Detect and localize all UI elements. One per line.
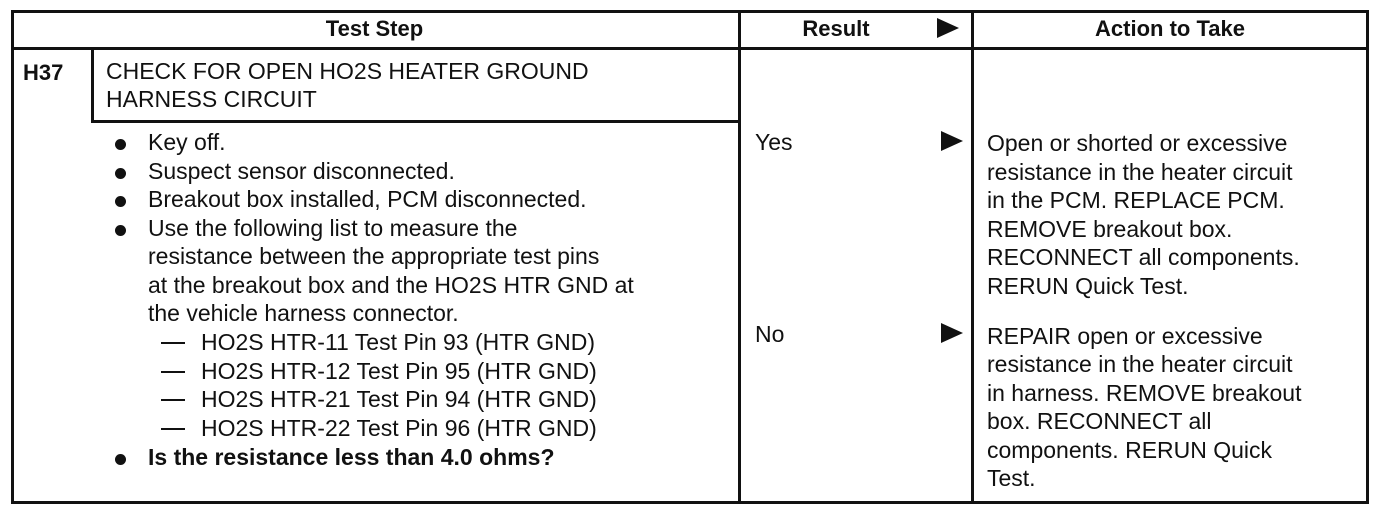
step-title-line1: CHECK FOR OPEN HO2S HEATER GROUND — [106, 58, 589, 84]
bullet-measure-cont: at the breakout box and the HO2S HTR GND at — [148, 272, 634, 298]
header-test-step: Test Step — [325, 16, 424, 41]
action-yes-line: RECONNECT all components. — [987, 244, 1300, 270]
bullet-icon — [115, 454, 126, 465]
resistance-question: Is the resistance less than 4.0 ohms? — [148, 444, 555, 470]
step-title-underline — [91, 120, 741, 123]
step-id: H37 — [23, 60, 64, 85]
result-yes-arrow-icon — [941, 131, 963, 151]
dash-icon — [161, 428, 185, 430]
bullet-sensor-disconnected: Suspect sensor disconnected. — [148, 158, 455, 184]
result-no-arrow-icon — [941, 323, 963, 343]
bullet-icon — [115, 139, 126, 150]
table-border-top — [11, 10, 1369, 13]
table-border-bottom — [11, 501, 1369, 504]
header-action: Action to Take — [1095, 16, 1245, 41]
column-divider-result — [738, 10, 741, 504]
bullet-icon — [115, 225, 126, 236]
action-yes-line: Open or shorted or excessive — [987, 130, 1288, 156]
dash-icon — [161, 399, 185, 401]
action-yes-line: RERUN Quick Test. — [987, 273, 1189, 299]
dash-icon — [161, 371, 185, 373]
action-yes-line: REMOVE breakout box. — [987, 216, 1233, 242]
action-yes-line: resistance in the heater circuit — [987, 159, 1293, 185]
bullet-measure-cont: the vehicle harness connector. — [148, 300, 459, 326]
header-result: Result — [802, 16, 870, 41]
result-yes: Yes — [755, 129, 793, 155]
header-separator — [11, 47, 1369, 50]
action-no-line: in harness. REMOVE breakout — [987, 380, 1302, 406]
action-no-line: Test. — [987, 465, 1036, 491]
column-divider-action — [971, 10, 974, 504]
table-border-left — [11, 10, 14, 504]
bullet-key-off: Key off. — [148, 129, 226, 155]
action-no-line: box. RECONNECT all — [987, 408, 1212, 434]
bullet-icon — [115, 196, 126, 207]
result-no: No — [755, 321, 785, 347]
bullet-measure-cont: resistance between the appropriate test pins — [148, 243, 600, 269]
test-step-table — [11, 10, 1369, 504]
action-no-line: resistance in the heater circuit — [987, 351, 1293, 377]
sub-item-htr-12: HO2S HTR-12 Test Pin 95 (HTR GND) — [201, 358, 597, 384]
header-arrow-icon — [937, 18, 959, 38]
bullet-breakout-box: Breakout box installed, PCM disconnected. — [148, 186, 587, 212]
action-no-line: REPAIR open or excessive — [987, 323, 1263, 349]
sub-item-htr-22: HO2S HTR-22 Test Pin 96 (HTR GND) — [201, 415, 597, 441]
dash-icon — [161, 342, 185, 344]
bullet-measure-list: Use the following list to measure the — [148, 215, 518, 241]
action-yes-line: in the PCM. REPLACE PCM. — [987, 187, 1285, 213]
step-id-divider — [91, 47, 94, 122]
action-no-line: components. RERUN Quick — [987, 437, 1273, 463]
sub-item-htr-21: HO2S HTR-21 Test Pin 94 (HTR GND) — [201, 386, 597, 412]
sub-item-htr-11: HO2S HTR-11 Test Pin 93 (HTR GND) — [201, 329, 596, 355]
step-title-line2: HARNESS CIRCUIT — [106, 86, 317, 112]
table-border-right — [1366, 10, 1369, 504]
bullet-icon — [115, 168, 126, 179]
